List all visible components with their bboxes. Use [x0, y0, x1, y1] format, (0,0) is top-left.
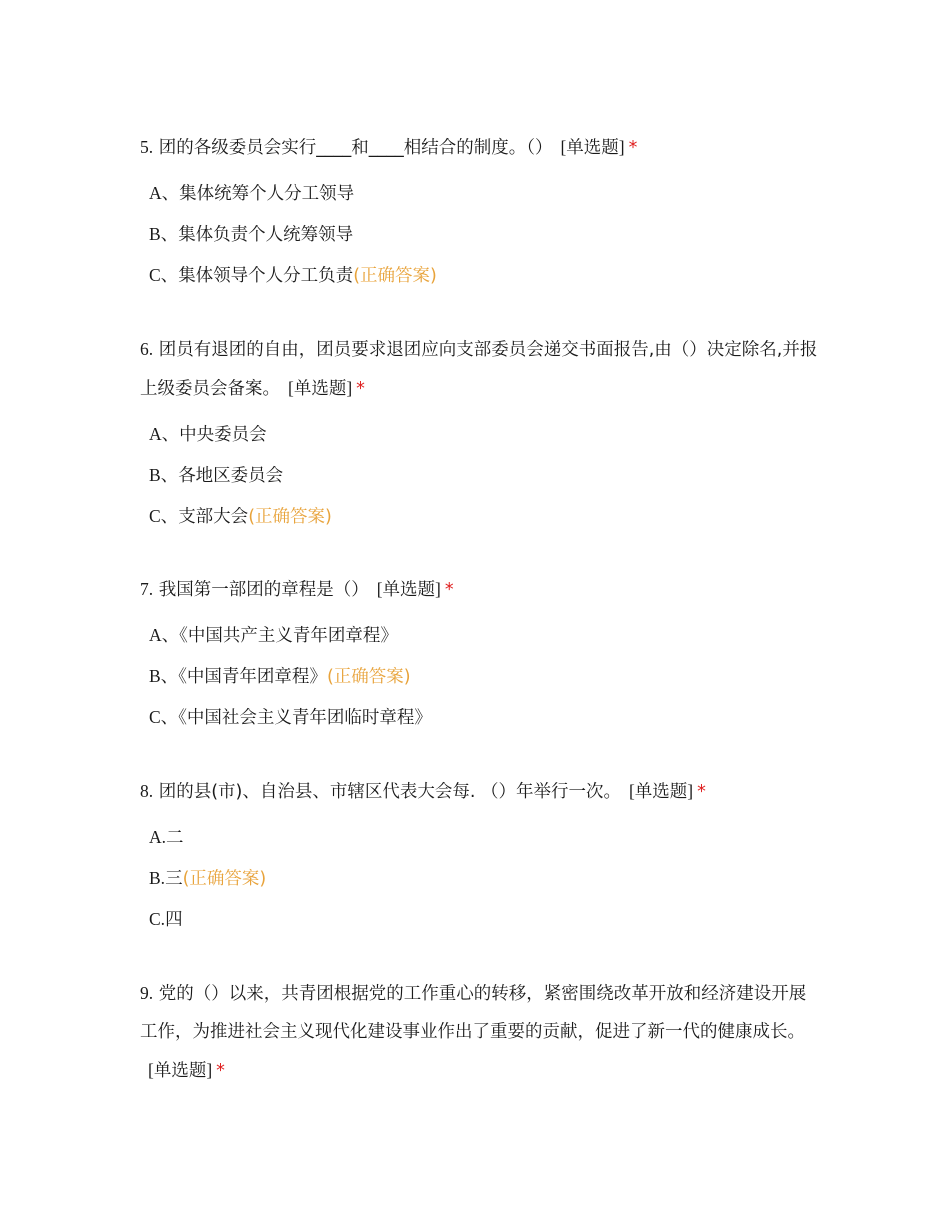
option-b[interactable] — [149, 656, 454, 697]
question-type-label: [单选题] — [148, 1060, 213, 1080]
option-list — [149, 615, 454, 738]
option-text: 《中国共产主义青年团章程》 — [179, 626, 398, 646]
option-c[interactable] — [149, 496, 820, 537]
option-letter: C、 — [149, 265, 179, 285]
option-text: 三 — [165, 869, 183, 889]
question-number: 9. — [140, 983, 154, 1003]
option-text: 《中国青年团章程》 — [178, 667, 327, 687]
option-a[interactable] — [149, 414, 820, 455]
question-text — [140, 128, 637, 167]
option-letter: A. — [149, 827, 167, 847]
option-a[interactable] — [149, 615, 454, 656]
question-6 — [140, 330, 820, 537]
correct-answer-tag: (正确答案) — [326, 667, 411, 687]
option-letter: C、 — [149, 707, 179, 727]
option-c[interactable] — [149, 255, 637, 296]
required-mark: * — [697, 782, 706, 802]
required-mark: * — [216, 1061, 225, 1081]
option-letter: A、 — [149, 424, 180, 444]
question-5 — [140, 128, 637, 296]
option-letter: B. — [149, 868, 166, 888]
option-letter: A、 — [149, 183, 180, 203]
option-letter: B、 — [149, 465, 179, 485]
required-mark: * — [628, 138, 638, 158]
question-number: 8. — [140, 781, 154, 801]
correct-answer-tag: (正确答案) — [248, 507, 332, 527]
correct-answer-tag: (正确答案) — [353, 266, 437, 286]
question-stem: 团员有退团的自由，团员要求退团应向支部委员会递交书面报告,由（）决定除名,并报上级委员会备案。 — [140, 340, 818, 399]
option-text: 二 — [166, 828, 184, 848]
question-type-label: [单选题] — [560, 137, 625, 157]
required-mark: * — [356, 379, 365, 399]
option-text: 集体统筹个人分工领导 — [179, 184, 355, 204]
option-b[interactable] — [149, 455, 820, 496]
question-text — [140, 330, 820, 408]
option-text: 各地区委员会 — [178, 466, 284, 486]
option-text: 中央委员会 — [179, 425, 267, 445]
option-letter: C、 — [149, 506, 179, 526]
option-b[interactable] — [149, 858, 706, 899]
question-7 — [140, 570, 454, 738]
question-type-label: [单选题] — [628, 781, 694, 801]
question-type-label: [单选题] — [288, 378, 353, 398]
question-text — [140, 570, 454, 609]
option-letter: A、 — [149, 625, 180, 645]
question-type-label: [单选题] — [376, 579, 441, 599]
option-list — [149, 817, 706, 940]
option-text: 集体领导个人分工负责 — [178, 266, 354, 286]
question-stem: 团的县(市)、自治县、市辖区代表大会每. （）年举行一次。 — [158, 782, 621, 802]
question-number: 5. — [140, 137, 154, 157]
option-text: 集体负责个人统筹领导 — [178, 225, 354, 245]
option-c[interactable] — [149, 899, 706, 940]
option-text: 《中国社会主义青年团临时章程》 — [178, 708, 432, 728]
question-stem: 我国第一部团的章程是（） — [158, 580, 369, 600]
option-text: 四 — [165, 910, 183, 930]
question-number: 7. — [140, 579, 154, 599]
question-8 — [140, 772, 706, 940]
option-a[interactable] — [149, 173, 637, 214]
correct-answer-tag: (正确答案) — [182, 869, 267, 889]
option-text: 支部大会 — [178, 507, 249, 527]
option-a[interactable] — [149, 817, 706, 858]
question-number: 6. — [140, 339, 154, 359]
option-list — [149, 414, 820, 537]
option-letter: B、 — [149, 666, 179, 686]
question-9 — [140, 974, 820, 1090]
option-c[interactable] — [149, 697, 454, 738]
question-text — [140, 772, 706, 811]
question-stem: 团的各级委员会实行____和____相结合的制度。（） — [158, 138, 553, 158]
option-list — [149, 173, 637, 296]
question-text — [140, 974, 820, 1090]
option-letter: B、 — [149, 224, 179, 244]
required-mark: * — [444, 580, 454, 600]
option-b[interactable] — [149, 214, 637, 255]
question-stem: 党的（）以来，共青团根据党的工作重心的转移，紧密围绕改革开放和经济建设开展工作，为推进社会主义现代化建设事业作出了重要的贡献，促进了新一代的健康成长。 — [140, 984, 807, 1042]
option-letter: C. — [149, 909, 166, 929]
